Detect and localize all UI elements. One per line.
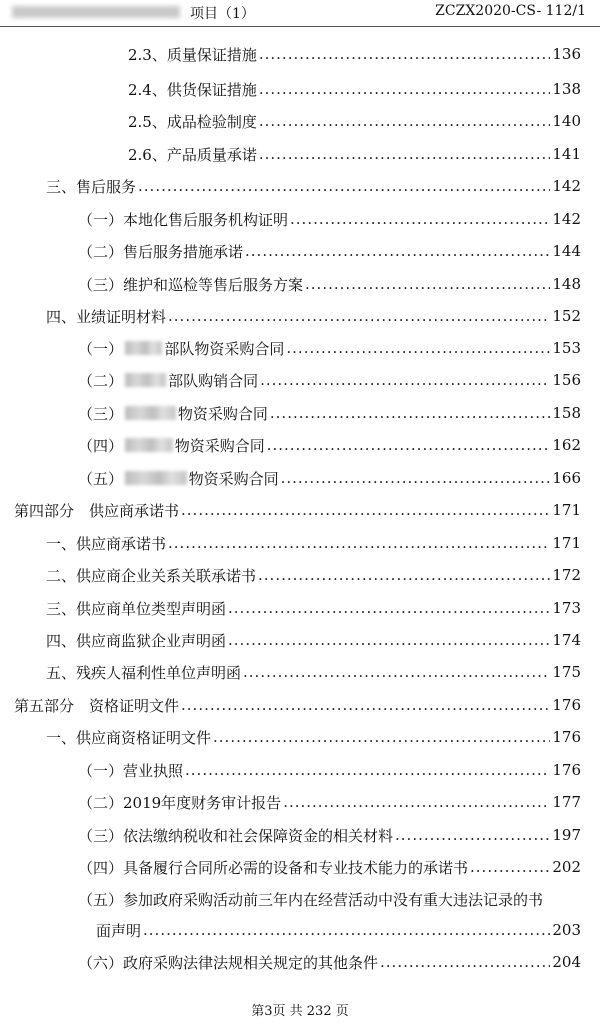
toc-entry-page: 148 [552,275,581,293]
dot-leader [259,144,551,164]
toc-entry [46,174,581,198]
toc-entry-label: 物资采购合同 [188,469,279,488]
toc-entry [78,855,581,879]
dot-leader [380,952,550,972]
dot-leader [260,370,550,390]
toc-entry-prefix: （四） [78,436,124,455]
toc-entry-page: 136 [552,45,581,63]
toc-entry-prefix: （二） [78,371,124,390]
toc-entry-page: 152 [552,307,581,325]
dot-leader [470,857,550,877]
dot-leader [181,500,550,520]
toc-entry-page: 140 [552,112,581,130]
dot-leader [213,727,550,747]
toc-entry-page: 202 [552,858,581,876]
toc-entry-page: 158 [552,404,581,422]
toc-entry [78,336,581,360]
toc-entry [14,693,581,717]
redacted-text [125,341,162,355]
toc-entry-label: 面声明 [96,921,142,940]
toc-entry-label: （一）营业执照 [78,761,184,780]
toc-entry-page: 153 [552,339,581,357]
toc-entry-page: 204 [552,953,581,971]
dot-leader [258,565,550,585]
toc-entry-page: 175 [552,663,581,681]
toc-entry [128,142,581,166]
toc-entry-label: （一）本地化售后服务机构证明 [78,210,289,229]
toc-entry [78,433,581,457]
dot-leader [267,435,551,455]
toc-entry [128,109,581,133]
toc-entry-prefix: （五） [78,469,124,488]
redacted-text [125,406,176,420]
dot-leader [138,176,550,196]
dot-leader [305,274,550,294]
toc-entry-label: 三、供应商单位类型声明函 [46,599,227,618]
toc-entry-label: 二、供应商企业关系关联承诺书 [46,566,257,585]
toc-entry [78,368,581,392]
toc-entry-label: （二）2019年度财务审计报告 [78,793,282,812]
toc-entry-label: 2.3、质量保证措施 [128,45,257,64]
dot-leader [228,598,550,618]
toc-entry-label: 2.4、供货保证措施 [128,80,257,99]
dot-leader [290,209,550,229]
toc-entry-label: （六）政府采购法律法规相关规定的其他条件 [78,953,379,972]
toc-entry-page: 141 [552,145,581,163]
toc-entry-label: （三）维护和巡检等售后服务方案 [78,275,304,294]
toc-entry-page: 142 [552,210,581,228]
toc-entry [78,272,581,296]
toc-entry [46,725,581,749]
dot-leader [286,338,550,358]
redacted-text [125,471,187,485]
dot-leader [228,630,550,650]
toc-entry-label: 第五部分 资格证明文件 [14,696,180,715]
header-project-label: 项目（1） [190,6,255,22]
dot-leader [245,241,550,261]
dot-leader [270,403,550,423]
toc-entry [78,207,581,231]
toc-entry-label: 物资采购合同 [174,436,265,455]
toc-entry-page: 174 [552,631,581,649]
toc-entry-page: 176 [552,696,581,714]
dot-leader [259,111,551,131]
toc-entry-prefix: （一） [78,339,124,358]
dot-leader [281,468,551,488]
toc-entry-label: 一、供应商承诺书 [46,534,167,553]
toc-entry-label: 五、残疾人福利性单位声明函 [46,663,242,682]
dot-leader [185,760,550,780]
toc-entry [128,42,581,66]
toc-entry-label: 一、供应商资格证明文件 [46,728,212,747]
toc-entry-page: 176 [552,761,581,779]
toc-entry [78,401,581,425]
toc-entry-page: 162 [552,436,581,454]
toc-entry-page: 176 [552,728,581,746]
dot-leader [181,695,550,715]
toc-entry-page: 142 [552,177,581,195]
toc-entry-page: 197 [552,826,581,844]
toc-entry [78,790,581,814]
toc-entry-page: 166 [552,469,581,487]
toc-entry [78,239,581,263]
toc-entry [128,77,581,101]
toc-entry [78,758,581,782]
toc-entry [46,660,581,684]
toc-entry-wrapped-line [78,887,581,911]
toc-entry-label: 第四部分 供应商承诺书 [14,501,180,520]
redacted-project-name [12,6,180,18]
toc-entry [46,563,581,587]
page-header [0,0,600,27]
toc-entry-label: 部队物资采购合同 [164,339,285,358]
toc-entry [78,823,581,847]
toc-entry-label: （五）参加政府采购活动前三年内在经营活动中没有重大违法记录的书 [78,890,544,909]
redacted-text [125,373,166,387]
toc-entry-page: 171 [552,501,581,519]
redacted-text [125,438,173,452]
toc-entry-page: 203 [552,921,581,939]
toc-entry-label: 四、供应商监狱企业声明函 [46,631,227,650]
toc-entry-prefix: （三） [78,404,124,423]
toc-entry-label: 部队购销合同 [168,371,259,390]
toc-entry [78,950,581,974]
toc-entry [46,304,581,328]
dot-leader [168,306,550,326]
dot-leader [395,825,550,845]
toc-entry-label: 2.5、成品检验制度 [128,112,257,131]
toc-entry [96,918,581,942]
toc-entry-label: 四、业绩证明材料 [46,307,167,326]
toc-entry-page: 171 [552,534,581,552]
toc-entry-page: 144 [552,242,581,260]
toc-entry-page: 156 [552,371,581,389]
toc-entry [78,466,581,490]
toc-entry-label: （三）依法缴纳税收和社会保障资金的相关材料 [78,826,394,845]
toc-entry-page: 172 [552,566,581,584]
toc-entry-label: 三、售后服务 [46,177,137,196]
toc-entry-page: 177 [552,793,581,811]
dot-leader [259,79,551,99]
toc-entry-page: 138 [552,80,581,98]
toc-entry-label: （四）具备履行合同所必需的设备和专业技术能力的承诺书 [78,858,469,877]
dot-leader [243,662,550,682]
dot-leader [283,792,550,812]
toc-entry-page: 173 [552,599,581,617]
toc-entry [46,531,581,555]
dot-leader [143,920,550,940]
toc-entry-label: 2.6、产品质量承诺 [128,145,257,164]
page-footer: 第3页 共 232 页 [251,1004,349,1019]
toc-entry [46,628,581,652]
toc-entry-label: 物资采购合同 [177,404,268,423]
dot-leader [168,533,550,553]
toc-entry [46,596,581,620]
dot-leader [259,44,551,64]
toc-entry [14,498,581,522]
header-document-code: ZCZX2020-CS- 112/1 [435,3,586,19]
toc-entry-label: （二）售后服务措施承诺 [78,242,244,261]
